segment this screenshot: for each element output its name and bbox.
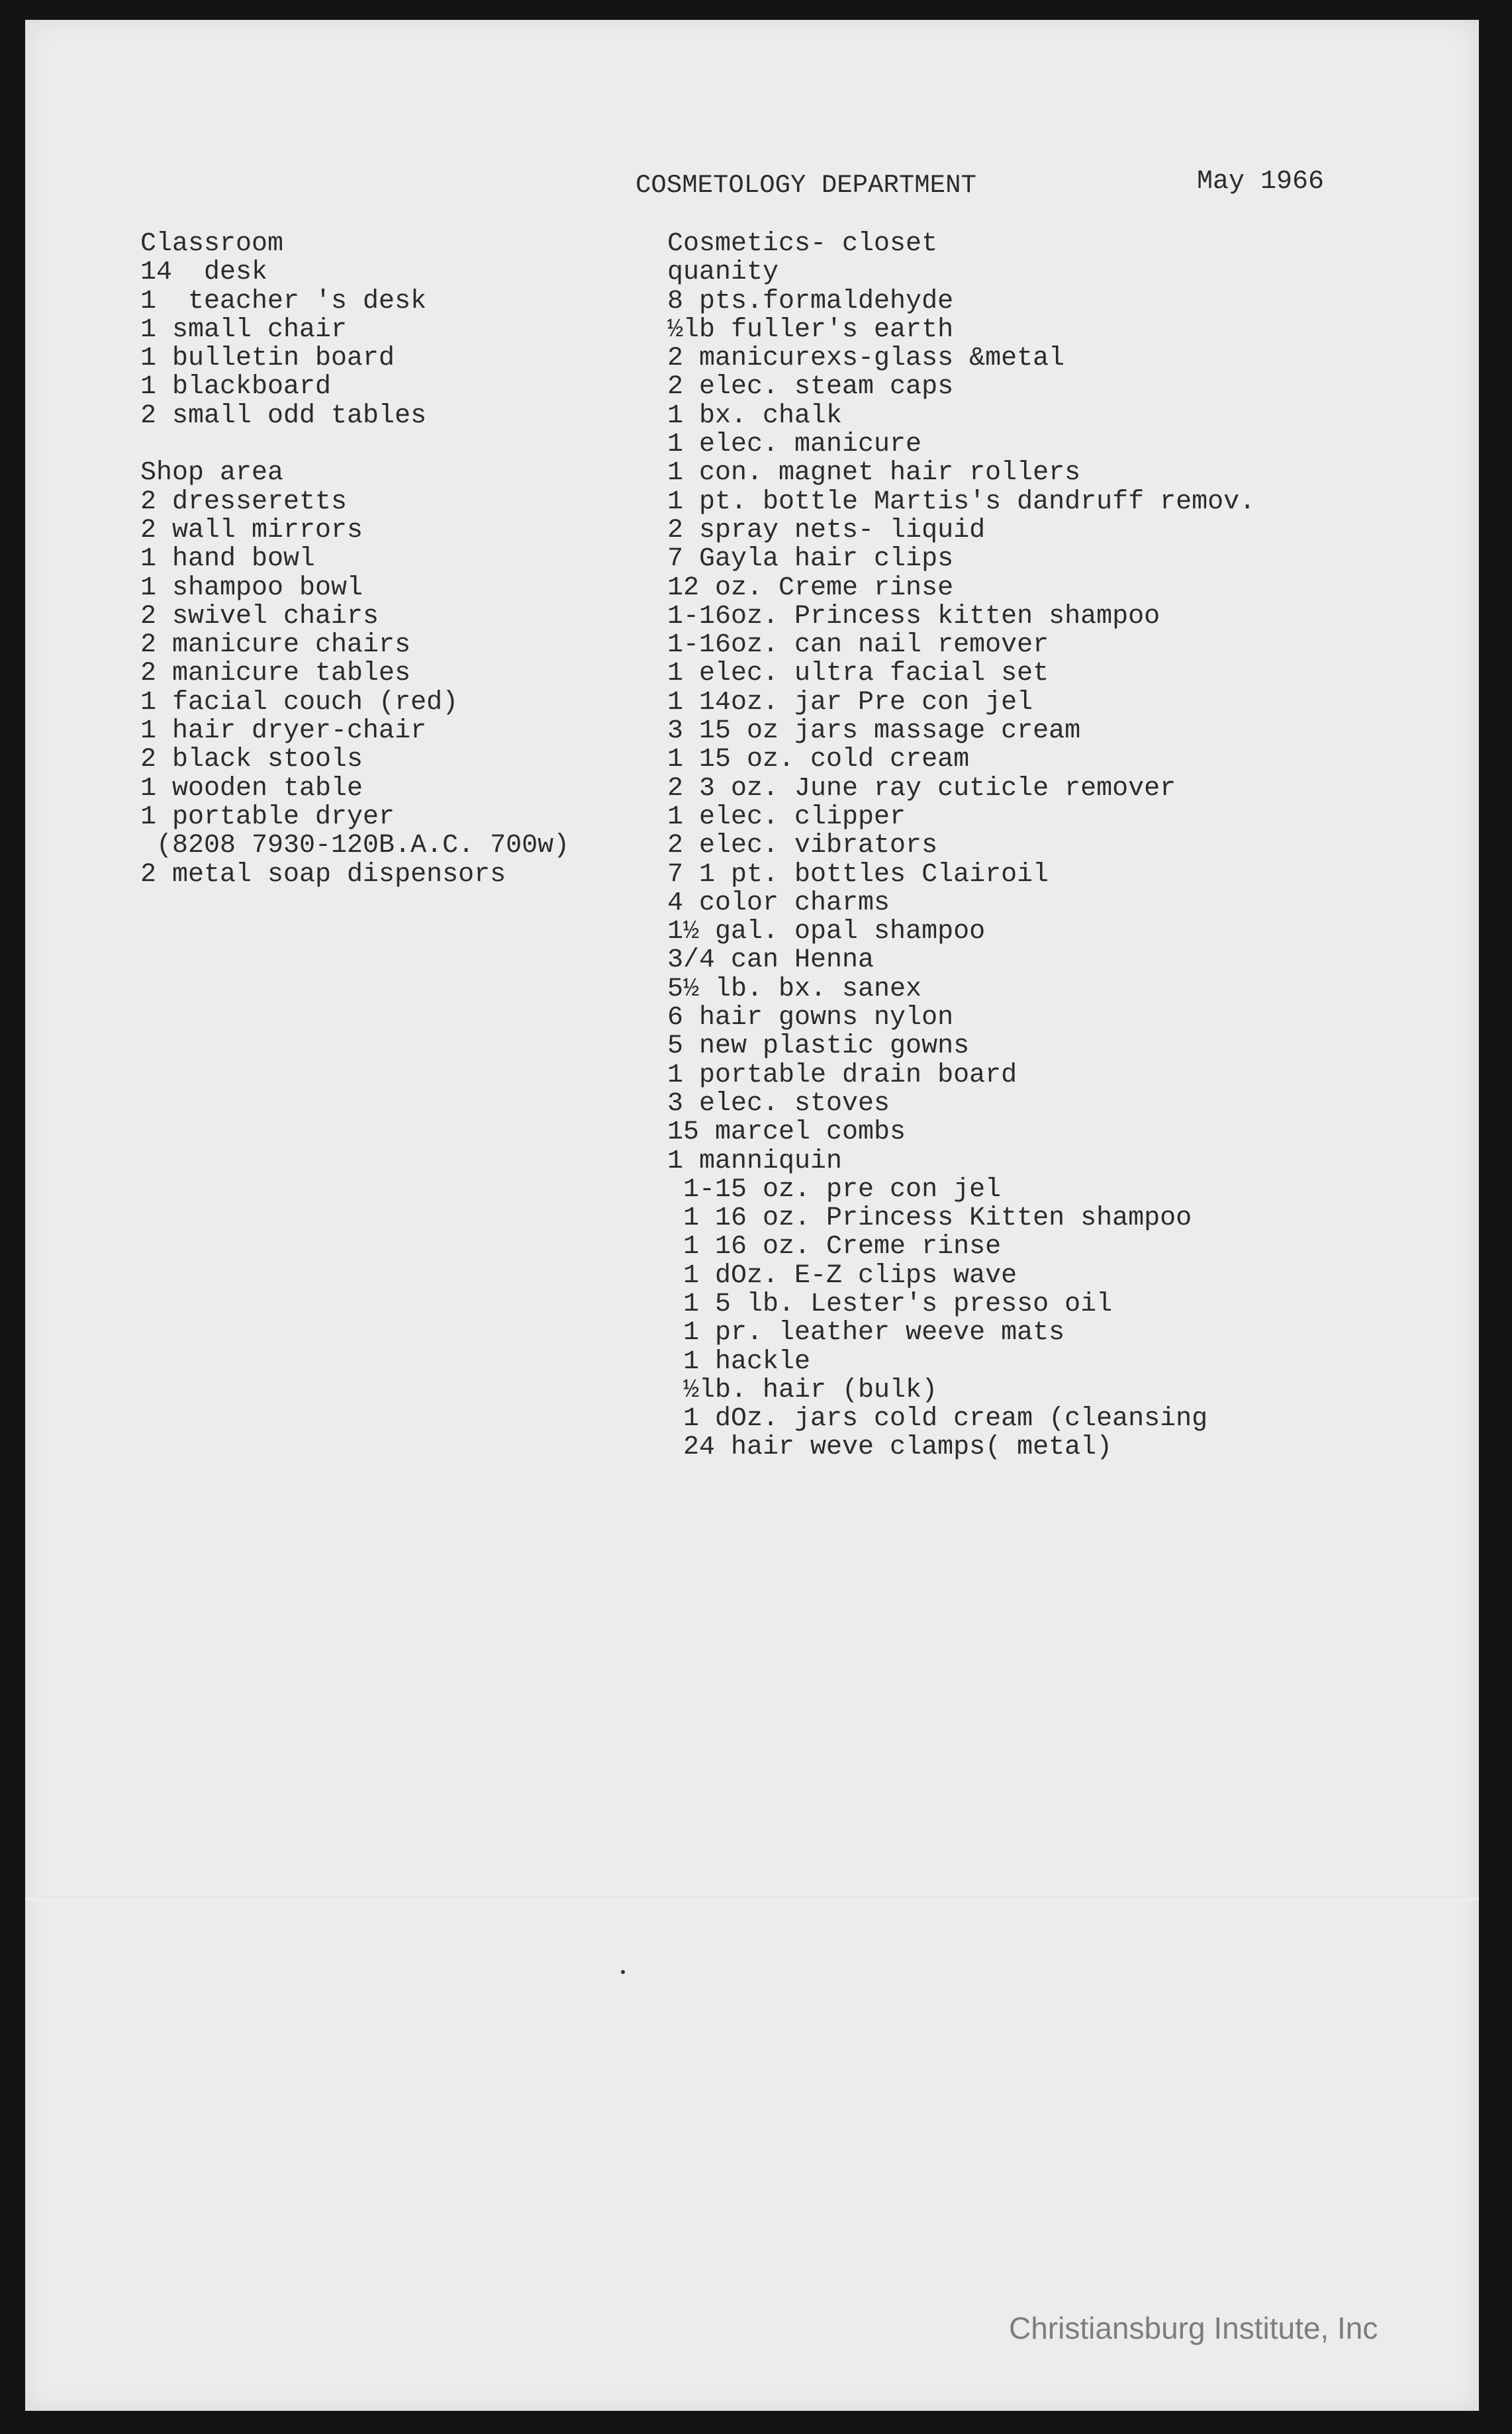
inventory-line: Cosmetics- closet bbox=[667, 229, 938, 259]
inventory-line: ½lb fuller's earth bbox=[667, 314, 954, 345]
inventory-line: 5½ lb. bx. sanex bbox=[667, 974, 922, 1004]
inventory-line: 1-15 oz. pre con jel bbox=[667, 1174, 1002, 1205]
inventory-line: 2 metal soap dispensors bbox=[140, 859, 506, 890]
inventory-line: 2 3 oz. June ray cuticle remover bbox=[667, 773, 1176, 804]
inventory-line: 1 hand bowl bbox=[140, 544, 316, 575]
inventory-line: 8 pts.formaldehyde bbox=[667, 286, 954, 316]
inventory-line: 1 portable drain board bbox=[667, 1060, 1017, 1090]
inventory-line: 1 14oz. jar Pre con jel bbox=[667, 687, 1033, 718]
inventory-line: 1 small chair bbox=[140, 314, 348, 345]
inventory-right-column bbox=[667, 230, 1255, 1462]
inventory-line: 1 pt. bottle Martis's dandruff remov. bbox=[667, 487, 1256, 517]
inventory-line: 1 con. magnet hair rollers bbox=[667, 458, 1081, 489]
inventory-line: 2 spray nets- liquid bbox=[667, 515, 986, 545]
watermark: Christiansburg Institute, Inc bbox=[1009, 2311, 1378, 2345]
inventory-line: 6 hair gowns nylon bbox=[667, 1003, 954, 1033]
inventory-line: (8208 7930-120B.A.C. 700w) bbox=[140, 831, 570, 861]
inventory-line: 1 portable dryer bbox=[140, 802, 395, 832]
inventory-line: 1-16oz. can nail remover bbox=[667, 630, 1049, 661]
inventory-line: 15 marcel combs bbox=[667, 1117, 906, 1148]
inventory-line: 4 color charms bbox=[667, 888, 890, 918]
inventory-line: 1 15 oz. cold cream bbox=[667, 745, 970, 775]
inventory-line: 5 new plastic gowns bbox=[667, 1031, 970, 1062]
inventory-line: 3 elec. stoves bbox=[667, 1088, 890, 1119]
inventory-line: Shop area bbox=[140, 458, 284, 489]
inventory-line: 1 elec. manicure bbox=[667, 430, 922, 460]
inventory-line: quanity bbox=[667, 257, 779, 288]
inventory-line: 2 swivel chairs bbox=[140, 601, 379, 632]
inventory-line: 1 facial couch (red) bbox=[140, 687, 459, 718]
inventory-line: 2 manicure chairs bbox=[140, 630, 411, 661]
inventory-line: 2 dresseretts bbox=[140, 487, 348, 517]
inventory-line: 7 1 pt. bottles Clairoil bbox=[667, 859, 1049, 890]
inventory-line: 1 5 lb. Lester's presso oil bbox=[667, 1289, 1113, 1319]
inventory-line bbox=[140, 430, 569, 459]
paper-fold bbox=[25, 1896, 1479, 1900]
inventory-line: 1 hackle bbox=[667, 1346, 811, 1377]
inventory-line: 3/4 can Henna bbox=[667, 945, 874, 976]
inventory-line: 2 manicurexs-glass &metal bbox=[667, 344, 1065, 374]
inventory-line: 2 elec. steam caps bbox=[667, 372, 954, 402]
inventory-line: 2 manicure tables bbox=[140, 659, 411, 689]
inventory-line: 1½ gal. opal shampoo bbox=[667, 917, 986, 947]
inventory-line: 1 elec. clipper bbox=[667, 802, 906, 832]
inventory-line: 2 wall mirrors bbox=[140, 515, 363, 545]
paper-speck bbox=[621, 1970, 625, 1974]
inventory-line: 12 oz. Creme rinse bbox=[667, 573, 954, 603]
inventory-line: 24 hair weve clamps( metal) bbox=[667, 1432, 1113, 1463]
inventory-line: 1 blackboard bbox=[140, 372, 332, 402]
document-date: May 1966 bbox=[1197, 167, 1325, 197]
inventory-line: 1 bulletin board bbox=[140, 344, 395, 374]
inventory-line: 1-16oz. Princess kitten shampoo bbox=[667, 601, 1160, 632]
inventory-line: ½lb. hair (bulk) bbox=[667, 1375, 938, 1405]
inventory-line: 1 shampoo bowl bbox=[140, 573, 363, 603]
document-title: COSMETOLOGY DEPARTMENT bbox=[636, 171, 976, 200]
inventory-line: 1 wooden table bbox=[140, 773, 363, 804]
inventory-line: 1 16 oz. Princess Kitten shampoo bbox=[667, 1203, 1192, 1234]
inventory-line: Classroom bbox=[140, 229, 284, 259]
inventory-line: 1 dOz. E-Z clips wave bbox=[667, 1260, 1017, 1291]
inventory-line: 1 manniquin bbox=[667, 1146, 843, 1176]
inventory-line: 2 elec. vibrators bbox=[667, 831, 938, 861]
inventory-line: 14 desk bbox=[140, 257, 268, 288]
inventory-line: 2 small odd tables bbox=[140, 400, 427, 431]
inventory-line: 1 elec. ultra facial set bbox=[667, 659, 1049, 689]
inventory-line: 7 Gayla hair clips bbox=[667, 544, 954, 575]
inventory-line: 1 hair dryer-chair bbox=[140, 716, 427, 747]
inventory-line: 1 16 oz. Creme rinse bbox=[667, 1232, 1002, 1262]
inventory-line: 3 15 oz jars massage cream bbox=[667, 716, 1081, 747]
inventory-line: 2 black stools bbox=[140, 745, 363, 775]
inventory-line: 1 bx. chalk bbox=[667, 400, 843, 431]
inventory-left-column bbox=[140, 230, 569, 889]
inventory-line: 1 dOz. jars cold cream (cleansing bbox=[667, 1404, 1208, 1434]
inventory-line: 1 pr. leather weeve mats bbox=[667, 1318, 1065, 1348]
inventory-line: 1 teacher 's desk bbox=[140, 286, 427, 316]
